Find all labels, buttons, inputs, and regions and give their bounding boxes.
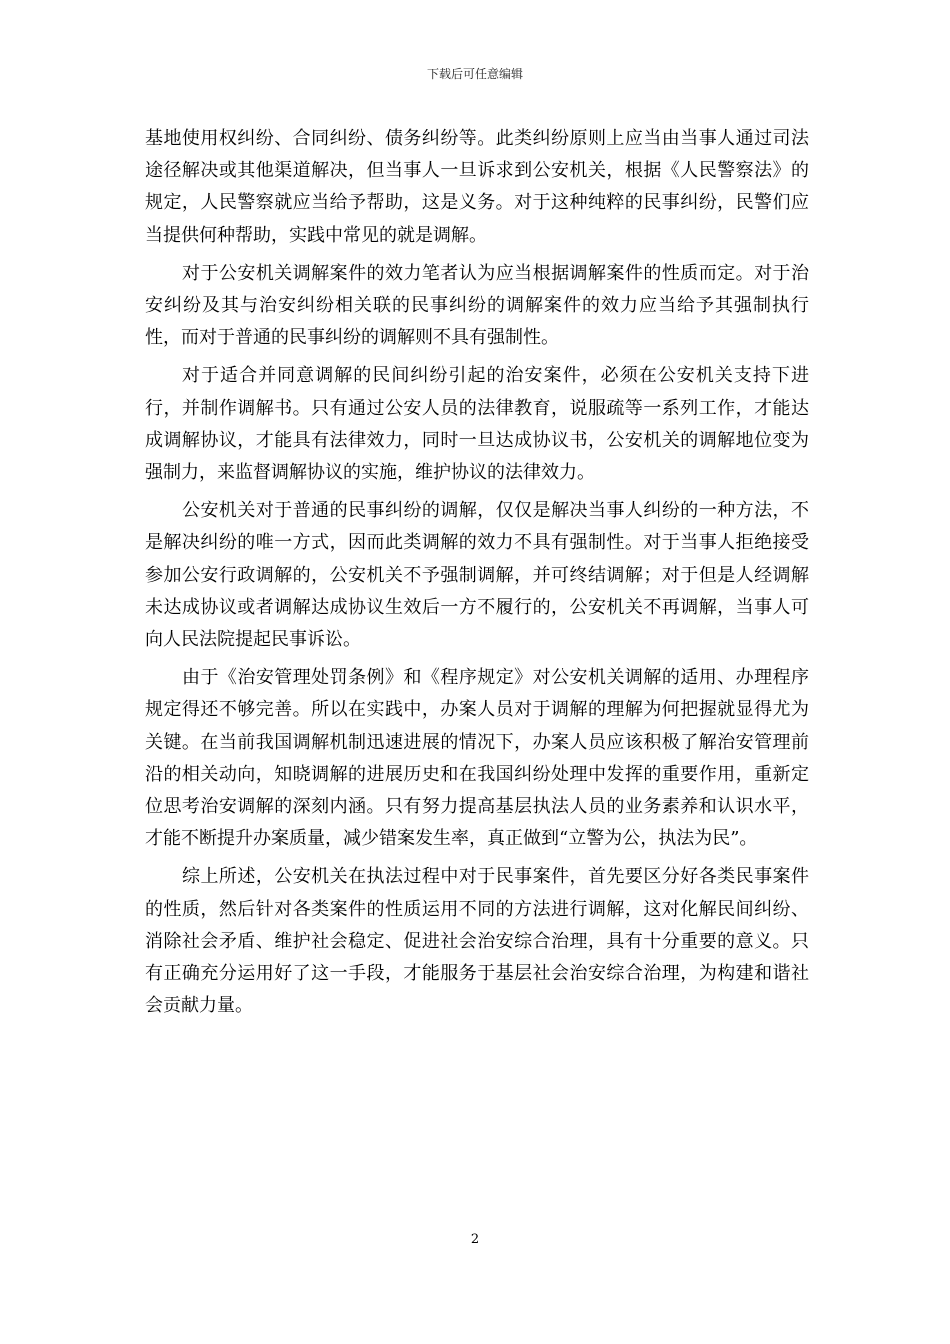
page-header: 下载后可任意编辑: [426, 67, 523, 81]
paragraph-6: 综上所述，公安机关在执法过程中对于民事案件，首先要区分好各类民事案件的性质，然后针对各类案件的性质运用不同的方法进行调解，这对化解民间纠纷、消除社会矛盾、维护社会稳定、促进社会治安综合治理，具有十分重要的意义。只有正确充分运用好了这一手段，才能服务于基层社会治安综合治理，为构建和谐社会贡献力量。: [145, 866, 809, 1017]
paragraph-1: 基地使用权纠纷、合同纠纷、债务纠纷等。此类纠纷原则上应当由当事人通过司法途径解决或其他渠道解决，但当事人一旦诉求到公安机关，根据《人民警察法》的规定，人民警察就应当给予帮助，这是义务。对于这种纯粹的民事纠纷，民警们应当提供何种帮助，实践中常见的就是调解。: [145, 128, 809, 246]
paragraph-4: 公安机关对于普通的民事纠纷的调解，仅仅是解决当事人纠纷的一种方法，不是解决纠纷的唯一方式，因而此类调解的效力不具有强制性。对于当事人拒绝接受参加公安行政调解的，公安机关不予强制调解，并可终结调解；对于但是人经调解未达成协议或者调解达成协议生效后一方不履行的，公安机关不再调解，当事人可向人民法院提起民事诉讼。: [145, 500, 809, 651]
paragraph-2: 对于公安机关调解案件的效力笔者认为应当根据调解案件的性质而定。对于治安纠纷及其与治安纠纷相关联的民事纠纷的调解案件的效力应当给予其强制执行性，而对于普通的民事纠纷的调解则不具有强制性。: [145, 262, 809, 349]
document-body: [145, 123, 809, 1022]
page-number: 2: [470, 1232, 480, 1247]
paragraph-3: 对于适合并同意调解的民间纠纷引起的治安案件，必须在公安机关支持下进行，并制作调解书。只有通过公安人员的法律教育，说服疏等一系列工作，才能达成调解协议，才能具有法律效力，同时一旦达成协议书，公安机关的调解地位变为强制力，来监督调解协议的实施，维护协议的法律效力。: [145, 365, 809, 484]
paragraph-5: 由于《治安管理处罚条例》和《程序规定》对公安机关调解的适用、办理程序规定得还不够完善。所以在实践中，办案人员对于调解的理解为何把握就显得尤为关键。在当前我国调解机制迅速进展的情况下，办案人员应该积极了解治安管理前沿的相关动向，知晓调解的进展历史和在我国纠纷处理中发挥的重要作用，重新定位思考治安调解的深刻内涵。只有努力提高基层执法人员的业务素养和认识水平，才能不断提升办案质量，减少错案发生率，真正做到“立警为公，执法为民”。: [145, 667, 809, 850]
